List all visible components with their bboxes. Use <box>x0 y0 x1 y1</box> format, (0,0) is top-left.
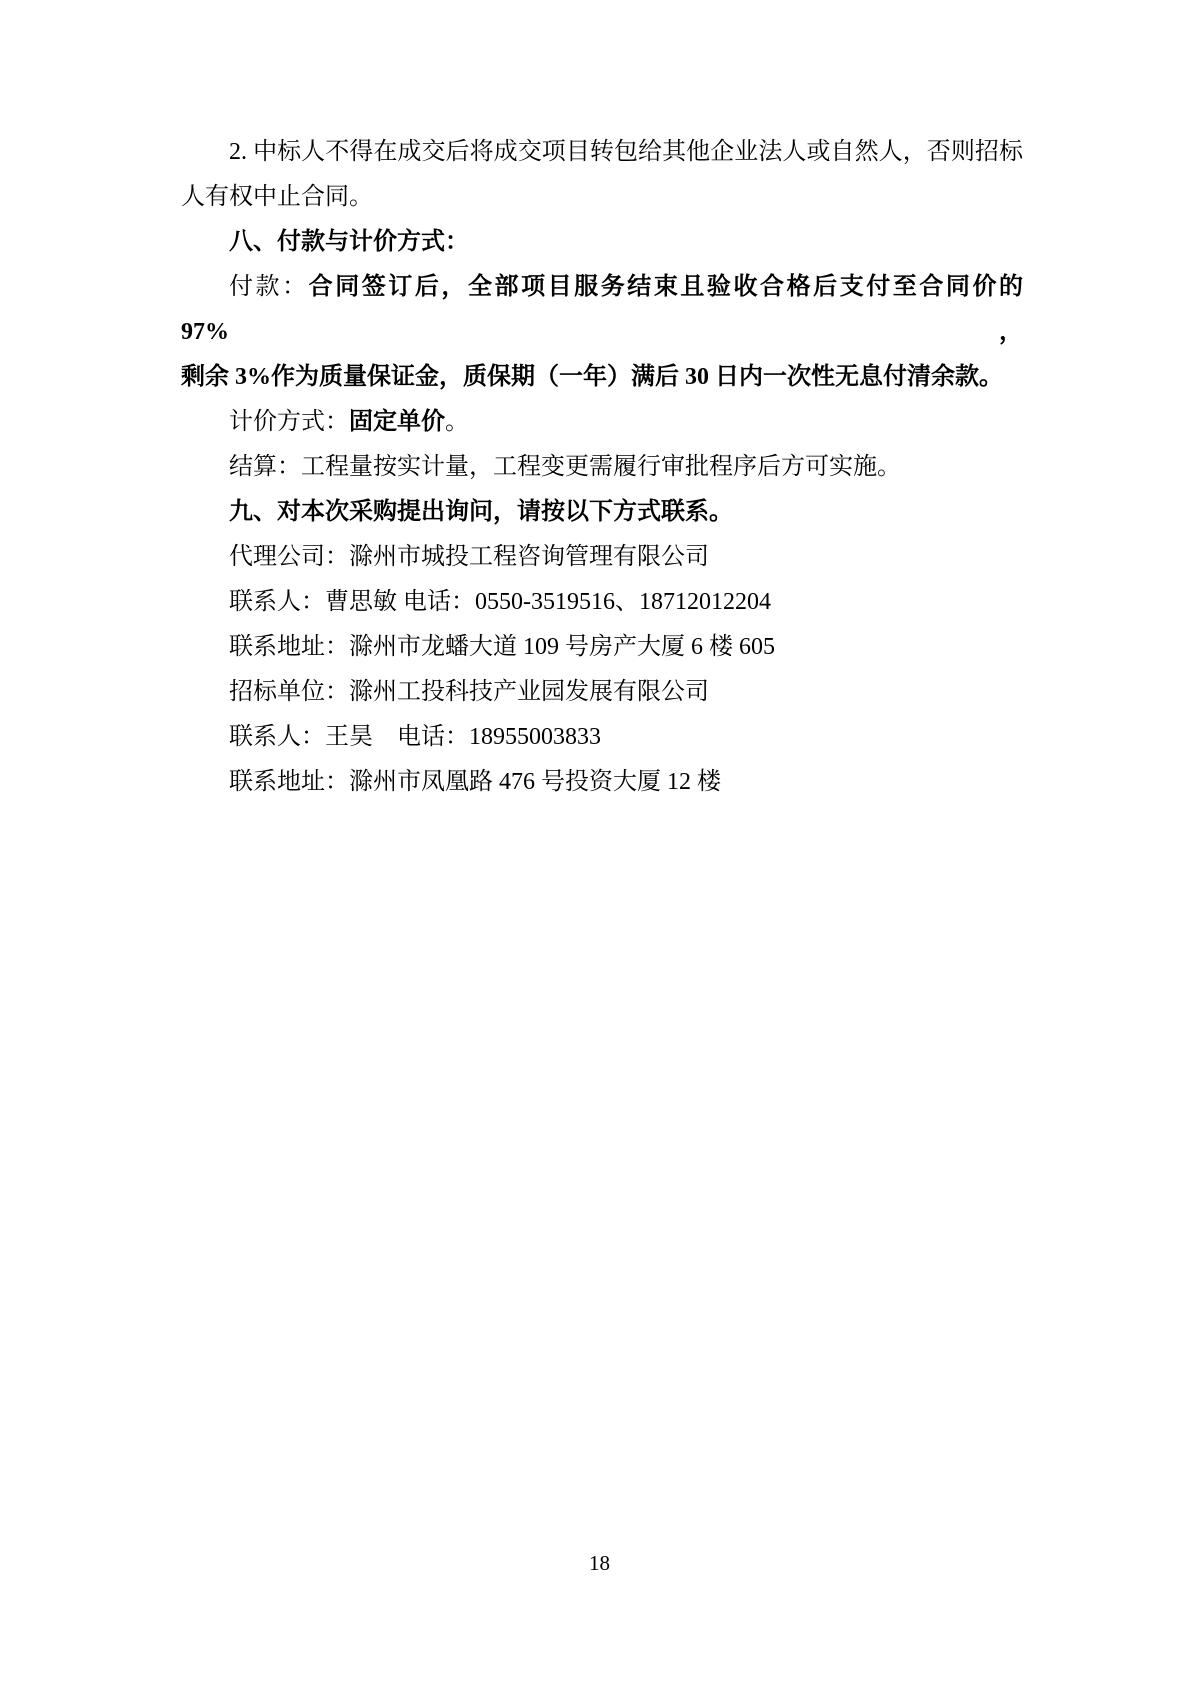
section8-payment-line2 <box>181 355 1023 400</box>
pricing-label: 计价方式： <box>229 409 349 435</box>
page-number: 18 <box>589 1551 610 1575</box>
agency-address-line <box>181 625 1023 670</box>
para-transfer-line2 <box>181 175 1023 220</box>
section8-settlement-line <box>181 445 1023 490</box>
tender-contact-line <box>181 715 1023 760</box>
section8-pricing-line <box>181 400 1023 445</box>
document-body <box>181 130 1023 805</box>
tender-unit-line <box>181 670 1023 715</box>
agency-company-text: 代理公司：滁州市城投工程咨询管理有限公司 <box>229 544 709 570</box>
para-transfer-line2-text: 人有权中止合同。 <box>181 184 373 210</box>
agency-contact-text: 联系人：曹思敏 电话：0550-3519516、18712012204 <box>229 589 771 615</box>
section8-payment-line1 <box>181 265 1023 355</box>
section8-heading-text: 八、付款与计价方式： <box>229 229 469 255</box>
payment-label: 付款： <box>229 274 309 300</box>
payment-terms-line2-text: 剩余 3%作为质量保证金，质保期（一年）满后 30 日内一次性无息付清余款。 <box>181 364 1003 390</box>
payment-terms-bold: 合同签订后，全部项目服务结束且验收合格后支付至合同价的 97%， <box>181 274 1023 345</box>
section9-heading-text: 九、对本次采购提出询问，请按以下方式联系。 <box>229 499 733 525</box>
tender-contact-text: 联系人：王昊 电话：18955003833 <box>229 724 601 750</box>
settlement-text: 结算：工程量按实计量，工程变更需履行审批程序后方可实施。 <box>229 454 901 480</box>
agency-company-line <box>181 535 1023 580</box>
tender-unit-text: 招标单位：滁州工投科技产业园发展有限公司 <box>229 679 709 705</box>
tender-address-line <box>181 760 1023 805</box>
section9-heading <box>181 490 1023 535</box>
pricing-value-bold: 固定单价 <box>349 409 445 435</box>
pricing-period: 。 <box>445 409 469 435</box>
agency-address-text: 联系地址：滁州市龙蟠大道 109 号房产大厦 6 楼 605 <box>229 634 775 660</box>
para-transfer-line1-text: 2. 中标人不得在成交后将成交项目转包给其他企业法人或自然人，否则招标 <box>229 139 1023 165</box>
tender-address-text: 联系地址：滁州市凤凰路 476 号投资大厦 12 楼 <box>229 769 721 795</box>
para-transfer-line1 <box>181 130 1023 175</box>
agency-contact-line <box>181 580 1023 625</box>
section8-heading <box>181 220 1023 265</box>
